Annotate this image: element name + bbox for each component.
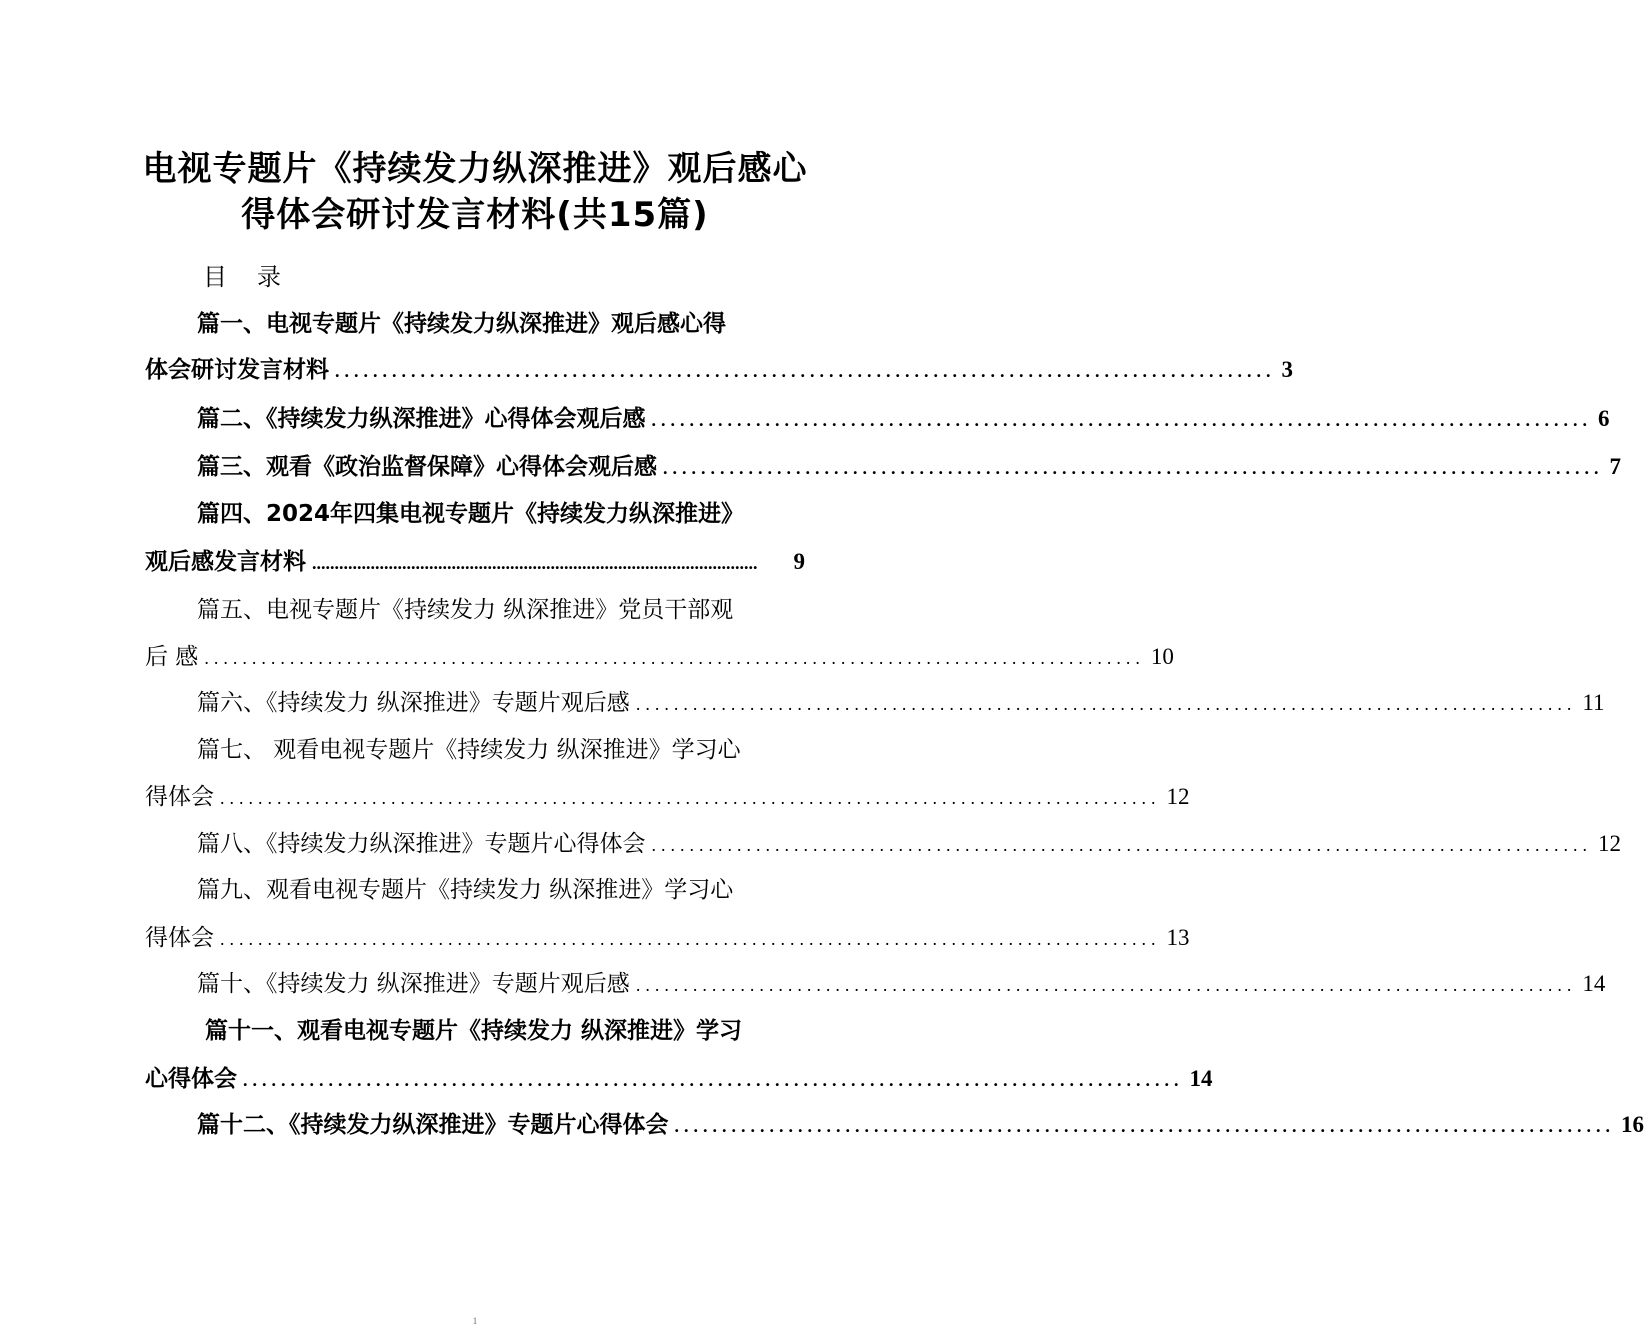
toc-entry-5-page: 10 [1150,644,1174,669]
toc-entry-9-page: 13 [1166,925,1190,950]
toc-entry-7-text: 得体会 [145,784,214,810]
toc-entry-7-line-2[interactable] [145,780,1190,814]
toc-leader-dots: ................................................................................................... [312,553,758,573]
toc-entry-7-page: 12 [1166,784,1190,809]
toc-entry-6-text: 篇六、《持续发力 纵深推进》专题片观后感 [197,690,630,716]
toc-entry-4-page: 9 [793,549,805,574]
toc-entry-1-text: 体会研讨发言材料 [145,357,329,383]
toc-heading-char-2: 录 [257,263,281,291]
toc-entry-2-text: 篇二、《持续发力纵深推进》心得体会观后感 [197,406,646,432]
toc-entry-10[interactable] [197,967,1606,1001]
document-title-line-2: 得体会研讨发言材料(共15篇) [241,195,709,235]
toc-entry-6[interactable] [197,686,1605,720]
toc-entry-2[interactable] [197,402,1610,436]
toc-leader-dots: ................................................................................................... [204,648,1145,668]
page-number: 1 [472,1316,478,1326]
toc-entry-8[interactable] [197,827,1621,861]
toc-entry-5-line-2[interactable] [145,640,1174,674]
toc-leader-dots: ................................................................................................... [651,835,1592,855]
toc-entry-3-page: 7 [1609,454,1621,479]
toc-entry-6-page: 11 [1582,690,1605,715]
toc-entry-12-page: 16 [1621,1112,1644,1137]
toc-entry-7-line-1[interactable]: 篇七、 观看电视专题片《持续发力 纵深推进》学习心 [197,737,741,763]
toc-leader-dots: ................................................................................................... [663,458,1604,478]
toc-heading [203,262,281,292]
toc-leader-dots: ................................................................................................... [220,788,1161,808]
toc-leader-dots: ................................................................................................... [674,1116,1615,1136]
toc-leader-dots: ................................................................................................... [635,694,1577,714]
toc-entry-4-line-2[interactable] [145,545,805,579]
toc-entry-9-line-1[interactable]: 篇九、观看电视专题片《持续发力 纵深推进》学习心 [197,877,734,903]
toc-entry-5-line-1[interactable]: 篇五、电视专题片《持续发力 纵深推进》党员干部观 [197,597,734,623]
toc-entry-11-page: 14 [1189,1066,1213,1091]
document-title-line-1: 电视专题片《持续发力纵深推进》观后感心 [142,149,808,189]
toc-entry-2-page: 6 [1598,406,1610,431]
toc-entry-1-line-1[interactable]: 篇一、电视专题片《持续发力纵深推进》观后感心得 [197,311,726,337]
toc-entry-9-text: 得体会 [145,925,214,951]
toc-entry-11-line-1[interactable]: 篇十一、观看电视专题片《持续发力 纵深推进》学习 [205,1018,743,1044]
toc-leader-dots: ................................................................................................... [243,1070,1184,1090]
toc-heading-char-1: 目 [203,263,227,291]
toc-entry-12[interactable] [197,1108,1644,1142]
toc-entry-5-text: 后 感 [145,644,199,670]
toc-leader-dots: ................................................................................................... [635,975,1577,995]
toc-entry-11-line-2[interactable] [145,1062,1213,1096]
toc-entry-9-line-2[interactable] [145,921,1190,955]
toc-leader-dots: ................................................................................................... [220,929,1161,949]
toc-entry-8-text: 篇八、《持续发力纵深推进》专题片心得体会 [197,831,646,857]
toc-entry-3[interactable] [197,450,1621,484]
toc-entry-1-line-2[interactable] [145,353,1293,387]
toc-entry-3-text: 篇三、观看《政治监督保障》心得体会观后感 [197,454,657,480]
toc-entry-4-text: 观后感发言材料 [145,549,306,575]
toc-entry-4-line-1[interactable]: 篇四、2024年四集电视专题片《持续发力纵深推进》 [197,501,745,527]
toc-leader-dots: ................................................................................................... [335,361,1276,381]
toc-entry-11-text: 心得体会 [145,1066,237,1092]
toc-entry-10-page: 14 [1582,971,1606,996]
toc-entry-12-text: 篇十二、《持续发力纵深推进》专题片心得体会 [197,1112,669,1138]
toc-entry-1-page: 3 [1281,357,1293,382]
toc-entry-10-text: 篇十、《持续发力 纵深推进》专题片观后感 [197,971,630,997]
toc-entry-8-page: 12 [1598,831,1621,856]
toc-leader-dots: ................................................................................................... [651,410,1592,430]
